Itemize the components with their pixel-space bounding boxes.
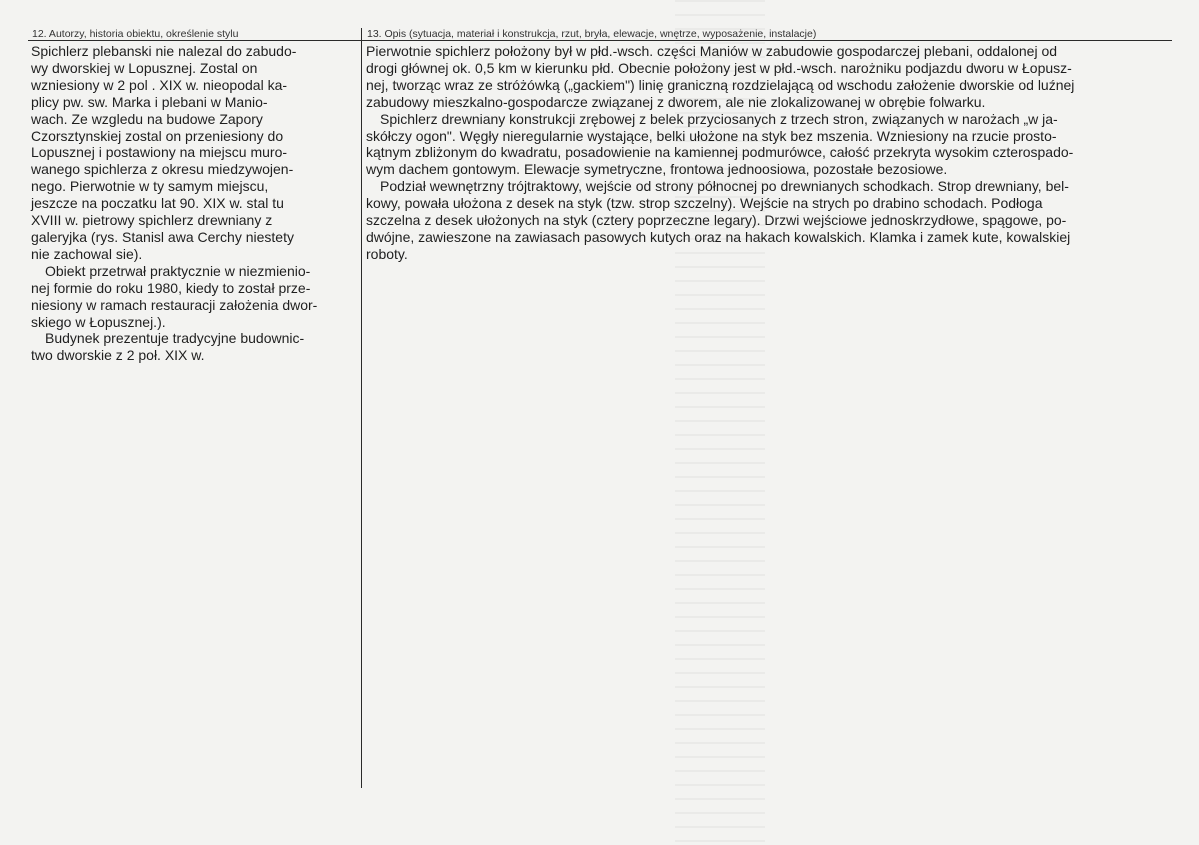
text-line: roboty.: [366, 245, 408, 262]
text-line: Budynek prezentuje tradycyjne budownic-: [45, 330, 305, 347]
text-line: kątnym zbliżonym do kwadratu, posadowienie na kamiennej podmurówce, całość przekryta wysokim czterospado-: [366, 144, 1074, 161]
text-line: two dworskie z 2 poł. XIX w.: [31, 347, 205, 364]
text-line: nej, tworząc wraz ze stróżówką („gackiem") linię graniczną rozdzielającą od wschodu założenie dworskie od luźnej: [366, 76, 1075, 93]
history-text: [31, 43, 357, 364]
text-line: kowy, powała ułożona z desek na styk (tzw. strop szczelny). Wejście na strych po drabino schodach. Podłoga: [366, 195, 1043, 212]
text-line: skiego w Łopusznej.).: [31, 313, 166, 330]
text-line: nego. Pierwotnie w ty samym miejscu,: [31, 178, 269, 195]
text-line: wzniesiony w 2 pol . XIX w. nieopodal ka-: [31, 76, 288, 93]
text-line: nie zachowal sie).: [31, 245, 143, 262]
text-line: drogi głównej ok. 0,5 km w kierunku płd. Obecnie położony jest w płd.-wsch. narożniku podjazdu dworu w Łopusz-: [366, 59, 1072, 76]
column-divider: [361, 28, 362, 788]
text-line: XVIII w. pietrowy spichlerz drewniany z: [31, 212, 273, 229]
description-text: [366, 43, 1166, 263]
text-line: wach. Ze wzgledu na budowe Zapory: [31, 110, 263, 127]
text-line: wym dachem gontowym. Elewacje symetryczne, frontowa jednoosiowa, pozostałe bezosiowe.: [366, 161, 948, 178]
section-13-header: 13. Opis (sytuacja, materiał i konstrukcja, rzut, bryła, elewacje, wnętrze, wyposażenie, instalacje): [367, 28, 817, 40]
section-12-header: 12. Autorzy, historia obiektu, określenie stylu: [32, 28, 239, 40]
text-line: Spichlerz drewniany konstrukcji zrębowej z belek przyciosanych z trzech stron, związanych w narożach „w ja-: [380, 110, 1058, 127]
text-line: dwójne, zawieszone na zawiasach pasowych kutych oraz na hakach kowalskich. Klamka i zamek kute, kowalskiej: [366, 228, 1071, 245]
text-line: Pierwotnie spichlerz położony był w płd.-wsch. części Maniów w zabudowie gospodarczej plebani, oddalonej od: [366, 43, 1058, 59]
text-line: nej formie do roku 1980, kiedy to został prze-: [31, 279, 311, 296]
text-line: jeszcze na poczatku lat 90. XIX w. stal tu: [31, 195, 284, 212]
text-line: Obiekt przetrwał praktycznie w niezmienio-: [45, 262, 311, 279]
text-line: niesiony w ramach restauracji założenia dwor-: [31, 296, 318, 313]
text-line: skółczy ogon". Węgły nieregularnie wystające, belki ułożone na styk bez mszenia. Wzniesiony na rzucie prosto-: [366, 127, 1057, 144]
text-line: Czorsztynskiej zostal on przeniesiony do: [31, 127, 284, 144]
text-line: plicy pw. sw. Marka i plebani w Manio-: [31, 93, 268, 110]
text-line: wanego spichlerza z okresu miedzywojen-: [31, 161, 294, 178]
text-line: Lopusznej i postawiony na miejscu muro-: [31, 144, 288, 161]
text-line: Podział wewnętrzny trójtraktowy, wejście od strony północnej po drewnianych schodkach. Strop drewniany, bel-: [380, 178, 1069, 195]
text-line: szczelna z desek ułożonych na styk (cztery poprzeczne legary). Drzwi wejściowe jednoskrzydłowe, spągowe, po-: [366, 212, 1067, 229]
text-line: wy dworskiej w Lopusznej. Zostal on: [31, 59, 258, 76]
text-line: zabudowy mieszkalno-gospodarcze związanej z dworem, ale nie zlokalizowanej w obrębie folwarku.: [366, 93, 986, 110]
text-line: galeryjka (rys. Stanisl awa Cerchy niestety: [31, 228, 294, 245]
header-rule: [28, 40, 1172, 41]
text-line: Spichlerz plebanski nie nalezal do zabudo-: [31, 43, 297, 59]
